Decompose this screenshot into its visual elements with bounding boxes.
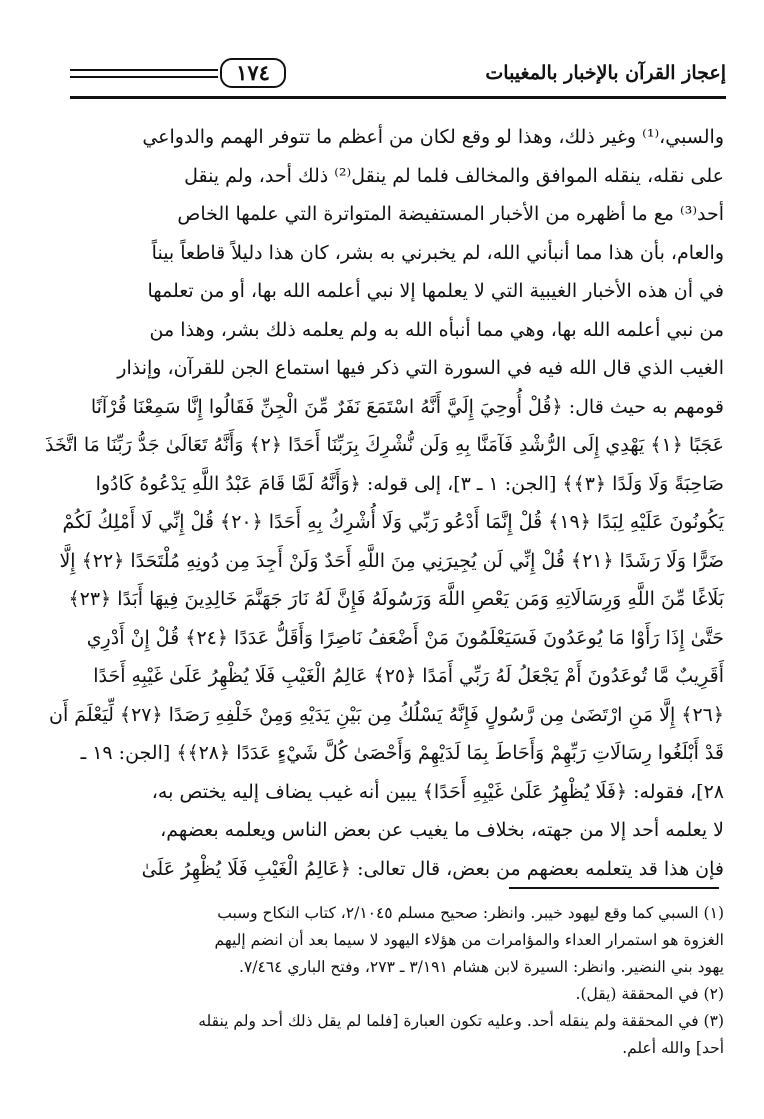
quran-line: ضَرًّا وَلَا رَشَدًا ﴿٢١﴾ قُلْ إِنِّي لَن يُجِيرَنِي مِنَ اللَّهِ أَحَدٌ وَلَنْ أَجِدَ مِن دُونِهِ مُلْتَحَدًا ﴿٢٢﴾ إِلَّا [59,549,724,572]
quran-line: صَاحِبَةً وَلَا وَلَدًا ﴿٣﴾﴾ [الجن: ١ ـ ٣]، إلى قوله: ﴿وَأَنَّهُ لَمَّا قَامَ عَبْدُ اللَّهِ يَدْعُوهُ كَادُوا [95,472,724,495]
footnote-marker: (٢) [703,985,724,1003]
footnote-2 [74,981,724,1008]
text-line: في أن هذه الأخبار الغيبية التي لا يعلمها إلا نبي أعلمه الله بها، أو من تعلمها [147,280,724,302]
quran-line: عَجَبًا ﴿١﴾ يَهْدِي إِلَى الرُّشْدِ فَآمَنَّا بِهِ وَلَن نُّشْرِكَ بِرَبِّنَا أَحَدًا ﴿٢﴾ وَأَنَّهُ تَعَالَىٰ جَدُّ رَبِّنَا مَا اتَّخَذَ [44,434,724,456]
text-line: والسبي،⁽¹⁾ وغير ذلك، وهذا لو وقع لكان من أعظم ما تتوفر الهمم والدواعي [142,126,724,148]
footnote-text: السبي كما وقع ليهود خيبر. وانظر: صحيح مسلم ٢/١٠٤٥، كتاب النكاح وسبب [217,904,699,922]
header-ornament-line [70,69,218,71]
quran-line: يَكُونُونَ عَلَيْهِ لِبَدًا ﴿١٩﴾ قُلْ إِنَّمَا أَدْعُو رَبِّي وَلَا أُشْرِكُ بِهِ أَحَدًا ﴿٢٠﴾ قُلْ إِنِّي لَا أَمْلِكُ لَكُمْ [62,511,724,533]
text-line: ٢٨]، فقوله: ﴿فَلَا يُظْهِرُ عَلَىٰ غَيْبِهِ أَحَدًا﴾ يبين أنه غيب يضاف إليه يختص به، [151,780,724,803]
footnote-1-cont [74,927,724,954]
page-number: ١٧٤ [220,58,286,88]
footnote-text: يهود بني النضير. وانظر: السيرة لابن هشام ٣/١٩١ ـ ٢٧٣، وفتح الباري ٧/٤٦٤. [239,958,724,976]
quran-line: حَتَّىٰ إِذَا رَأَوْا مَا يُوعَدُونَ فَسَيَعْلَمُونَ مَنْ أَضْعَفُ نَاصِرًا وَأَقَلُّ عَدَدًا ﴿٢٤﴾ قُلْ إِنْ أَدْرِي [86,626,724,649]
footnote-separator [509,887,719,889]
page-header [70,56,726,100]
footnote-text: أحد] والله أعلم. [622,1039,724,1057]
running-title: إعجاز القرآن بالإخبار بالمغيبات [485,62,726,84]
text-line: لا يعلمه أحد إلا من جهته، بخلاف ما يغيب عن بعض الناس ويعلمه بعضهم، [160,819,724,841]
footnote-marker: (١) [703,904,724,922]
header-rule [70,96,726,99]
quran-line: بَلَاغًا مِّنَ اللَّهِ وَرِسَالَاتِهِ وَمَن يَعْصِ اللَّهَ وَرَسُولَهُ فَإِنَّ لَهُ نَارَ جَهَنَّمَ خَالِدِينَ فِيهَا أَبَدًا ﴿٢٣﴾ [68,588,724,610]
text-line: على نقله، ينقله الموافق والمخالف فلما لم ينقل⁽²⁾ ذلك أحد، ولم ينقل [184,164,724,187]
footnote-text: في المحققة ولم ينقله أحد. وعليه تكون العبارة [فلما لم يقل ذلك أحد ولم ينقله [198,1012,699,1030]
footnote-3-cont [74,1035,724,1062]
footnote-text: في المحققة (يقل). [575,985,699,1003]
quran-line: ﴿٢٦﴾ إِلَّا مَنِ ارْتَضَىٰ مِن رَّسُولٍ فَإِنَّهُ يَسْلُكُ مِن بَيْنِ يَدَيْهِ وَمِنْ خَلْفِهِ رَصَدًا ﴿٢٧﴾ لِّيَعْلَمَ أَن [48,703,724,726]
text-line: أحد⁽³⁾ مع ما أظهره من الأخبار المستفيضة المتواترة التي علمها الخاص [177,203,724,225]
text-line: والعام، بأن هذا مما أنبأني الله، لم يخبرني به بشر، كان هذا دليلاً قاطعاً بيناً [151,241,724,264]
text-line: فإن هذا قد يتعلمه بعضهم من بعض، قال تعالى: ﴿عَالِمُ الْغَيْبِ فَلَا يُظْهِرُ عَلَىٰ [141,857,724,880]
text-line: قومهم به حيث قال: ﴿قُلْ أُوحِيَ إِلَيَّ أَنَّهُ اسْتَمَعَ نَفَرٌ مِّنَ الْجِنِّ فَقَالُوا إِنَّا سَمِعْنَا قُرْآنًا [90,395,724,418]
text-line: الغيب الذي قال الله فيه في السورة التي ذكر فيها استماع الجن للقرآن، وإنذار [117,357,724,379]
header-ornament-line [70,76,218,78]
main-text [44,118,724,888]
footnote-1-cont [74,954,724,981]
footnote-marker: (٣) [703,1012,724,1030]
quran-line: أَقَرِيبٌ مَّا تُوعَدُونَ أَمْ يَجْعَلُ لَهُ رَبِّي أَمَدًا ﴿٢٥﴾ عَالِمُ الْغَيْبِ فَلَا يُظْهِرُ عَلَىٰ غَيْبِهِ أَحَدًا [93,665,724,687]
footnote-text: الغزوة هو استمرار العداء والمؤامرات من هؤلاء اليهود لا سيما بعد أن انضم إليهم [214,931,724,949]
footnote-3 [74,1008,724,1035]
quran-line: قَدْ أَبْلَغُوا رِسَالَاتِ رَبِّهِمْ وَأَحَاطَ بِمَا لَدَيْهِمْ وَأَحْصَىٰ كُلَّ شَيْءٍ عَدَدًا ﴿٢٨﴾﴾ [الجن: ١٩ ـ [80,742,724,764]
text-line: من نبي أعلمه الله بها، وهي مما أنبأه الله به ولم يعلمه ذلك بشر، وهذا من [149,318,724,341]
footnotes [74,900,724,1062]
footnote-1 [74,900,724,927]
